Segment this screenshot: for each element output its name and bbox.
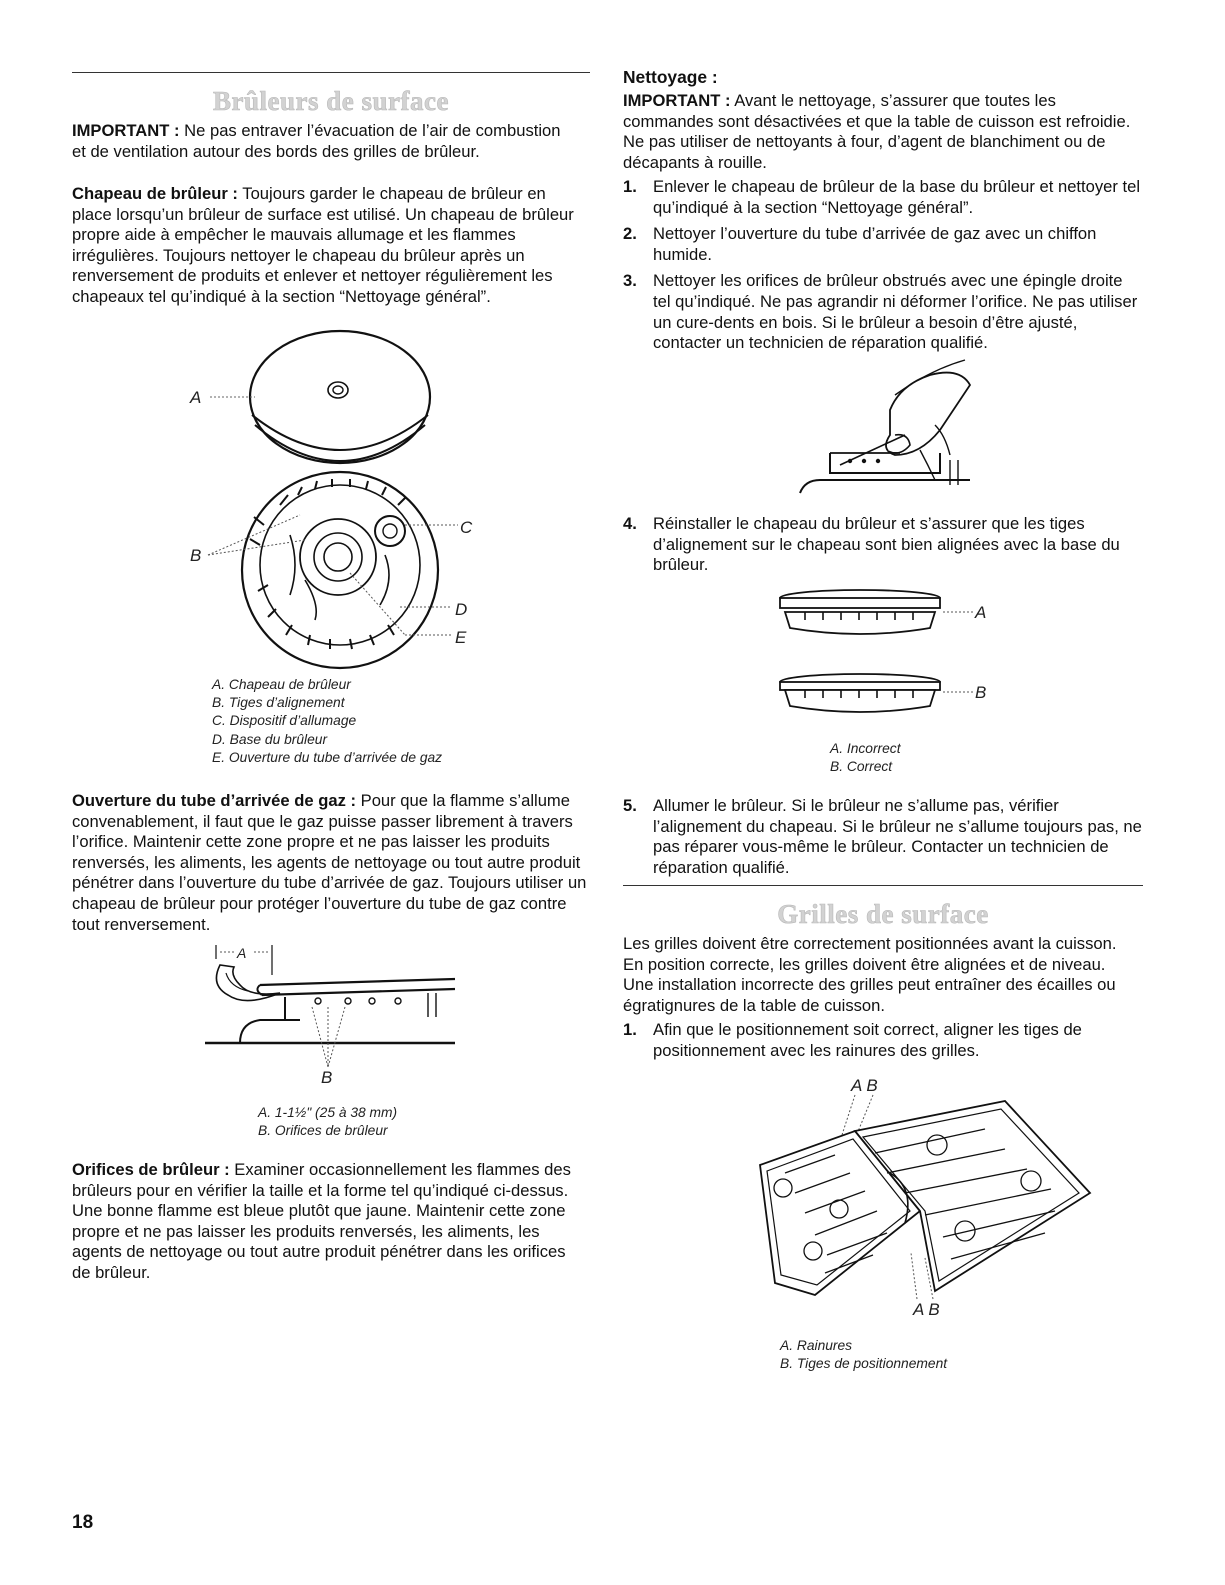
grates-steps-list xyxy=(623,1020,1143,1061)
fig2-caption-line: B. Orifices de brûleur xyxy=(258,1123,388,1139)
cleaning-steps-list-5 xyxy=(623,796,1143,878)
cleaning-steps-list-4 xyxy=(623,514,1143,576)
burner-orifices-text: Examiner occasionnellement les flammes des brûleurs pour en vérifier la taille et la forme tel qu’indiqué ci-dessus. Une bonne flamme est bleue plutôt que jaune. Maintenir cette zone propre et ne pas laisser les produits renversés, les aliments, les agents de nettoyage ou tout autre produit pénétrer dans les orifices de brûleur. xyxy=(72,1160,571,1282)
gas-tube-label: Ouverture du tube d’arrivée de gaz : xyxy=(72,791,357,810)
burner-cap-paragraph xyxy=(72,184,577,308)
important-label: IMPORTANT : xyxy=(72,121,180,140)
list-item xyxy=(623,177,1143,218)
fig1-caption xyxy=(212,676,442,767)
fig2-caption-line: A. 1-1½" (25 à 38 mm) xyxy=(258,1105,398,1120)
burner-cap-diagram xyxy=(180,335,480,665)
fig1-label-d: D xyxy=(455,600,468,619)
step-text: Nettoyer les orifices de brûleur obstrués avec une épingle droite tel qu’indiqué. Ne pas agrandir ni déformer l’orifice. Ne pas utiliser un cure-dents en bois. Si le brûleur a besoin d’être ajusté, contacter un technicien de réparation qualifié. xyxy=(653,271,1138,353)
step-text: Nettoyer l’ouverture du tube d’arrivée de gaz avec un chiffon humide. xyxy=(653,224,1097,264)
gas-tube-paragraph xyxy=(72,791,587,935)
right-section-rule xyxy=(623,885,1143,886)
left-top-rule xyxy=(72,72,590,73)
fig1-label-e: E xyxy=(455,628,467,647)
cleaning-important-text: Avant le nettoyage, s’assurer que toutes les commandes sont désactivées et que la table de cuisson est refroidie. Ne pas utiliser de nettoyants à four, d’agent de blanchiment ou de décapants à rouille. xyxy=(623,91,1131,172)
fig4-label-b: B xyxy=(975,683,987,702)
burner-orifices-label: Orifices de brûleur : xyxy=(72,1160,230,1179)
fig5-caption-line: A. Rainures xyxy=(780,1338,853,1353)
important-paragraph xyxy=(72,121,572,162)
grates-paragraph: Les grilles doivent être correctement positionnées avant la cuisson. En position correcte, les grilles doivent être alignées et de niveau. Une installation incorrecte des grilles peut entraîner des écailles ou égratignures de la table de cuisson. xyxy=(623,934,1117,1015)
fig1-caption-line: A. Chapeau de brûleur xyxy=(212,677,351,692)
fig2-caption xyxy=(258,1104,397,1140)
pin-cleaning-diagram xyxy=(800,355,980,495)
fig1-caption-line: E. Ouverture du tube d’arrivée de gaz xyxy=(212,749,443,765)
cap-alignment-diagram xyxy=(775,588,995,728)
list-item xyxy=(623,1020,1143,1061)
fig5-caption-line: B. Tiges de positionnement xyxy=(780,1356,948,1372)
step-number: 3. xyxy=(623,271,637,291)
fig5-label-top: A B xyxy=(851,1076,878,1095)
fig4-caption xyxy=(830,740,901,776)
fig1-caption-line: D. Base du brûleur xyxy=(212,731,328,747)
cleaning-important-paragraph xyxy=(623,91,1138,173)
fig4-caption-line: A. Incorrect xyxy=(830,741,901,756)
list-item xyxy=(623,271,1143,353)
fig5-caption xyxy=(780,1337,947,1373)
list-item xyxy=(623,796,1143,878)
cleaning-important-label: IMPORTANT : xyxy=(623,91,731,110)
list-item xyxy=(623,514,1143,576)
burner-cap-text: Toujours garder le chapeau de brûleur en place lorsqu’un brûleur de surface est utilisé. Un chapeau de brûleur propre aide à empêcher le mauvais allumage et les flammes irrégulières. Toujours nettoyer le chapeau du brûleur après un renversement de produits et enlever et nettoyer régulièrement les chapeaux tel qu’indiqué à la section “Nettoyage général”. xyxy=(72,184,574,306)
page-number: 18 xyxy=(72,1512,94,1533)
fig1-caption-line: B. Tiges d’alignement xyxy=(212,695,345,711)
cleaning-heading: Nettoyage : xyxy=(623,67,718,87)
important-text: Ne pas entraver l’évacuation de l’air de combustion et de ventilation autour des bords des grilles de brûleur. xyxy=(72,121,561,161)
step-number: 1. xyxy=(623,177,637,196)
step-number: 1. xyxy=(623,1020,637,1039)
step-number: 2. xyxy=(623,224,637,244)
cap-correct xyxy=(780,674,986,712)
step-text: Allumer le brûleur. Si le brûleur ne s’allume pas, vérifier l’alignement du chapeau. Si le brûleur ne s’allume toujours pas, ne pas réparer vous-même le brûleur. Contacter un technicien de réparation qualifié. xyxy=(653,796,1142,877)
burner-orifices-paragraph xyxy=(72,1160,587,1284)
fig5-label-bottom: A B xyxy=(913,1300,940,1319)
step-text: Afin que le positionnement soit correct, aligner les tiges de positionnement avec les rainures des grilles. xyxy=(653,1020,1082,1060)
fig1-caption-line: C. Dispositif d’allumage xyxy=(212,713,357,729)
fig1-label-a: A xyxy=(190,388,202,407)
step-number: 5. xyxy=(623,796,637,815)
section-title-surface-grates: Grilles de surface xyxy=(777,899,989,929)
fig4-label-a: A xyxy=(975,603,987,622)
list-item xyxy=(623,224,1143,265)
flame-side-diagram xyxy=(200,945,460,1085)
cleaning-steps-list xyxy=(623,177,1143,354)
step-text: Réinstaller le chapeau du brûleur et s’assurer que les tiges d’alignement sur le chapeau sont bien alignées avec la base du brûleur. xyxy=(653,514,1120,575)
fig2-label-b: B xyxy=(321,1068,333,1087)
section-title-surface-burners: Brûleurs de surface xyxy=(213,86,449,116)
burner-cap-label: Chapeau de brûleur : xyxy=(72,184,238,203)
grates-diagram xyxy=(755,1073,1100,1325)
fig4-caption-line: B. Correct xyxy=(830,759,893,775)
fig2-label-a: A xyxy=(237,945,247,961)
step-text: Enlever le chapeau de brûleur de la base du brûleur et nettoyer tel qu’indiqué à la section “Nettoyage général”. xyxy=(653,177,1141,217)
fig1-label-c: C xyxy=(460,518,473,537)
step-number: 4. xyxy=(623,514,637,533)
cap-incorrect xyxy=(780,590,986,634)
gas-tube-text: Pour que la flamme s’allume convenablement, il faut que le gaz puisse passer librement à travers l’orifice. Maintenir cette zone propre et ne pas laisser les produits renversés, les aliments, les agents de nettoyage ou tout autre produit pénétrer dans l’ouverture du tube d’arrivée de gaz. Toujours utiliser un chapeau de brûleur pour protéger l’ouverture du tube de gaz contre tout renversement. xyxy=(72,791,587,934)
fig1-label-b: B xyxy=(190,546,202,565)
